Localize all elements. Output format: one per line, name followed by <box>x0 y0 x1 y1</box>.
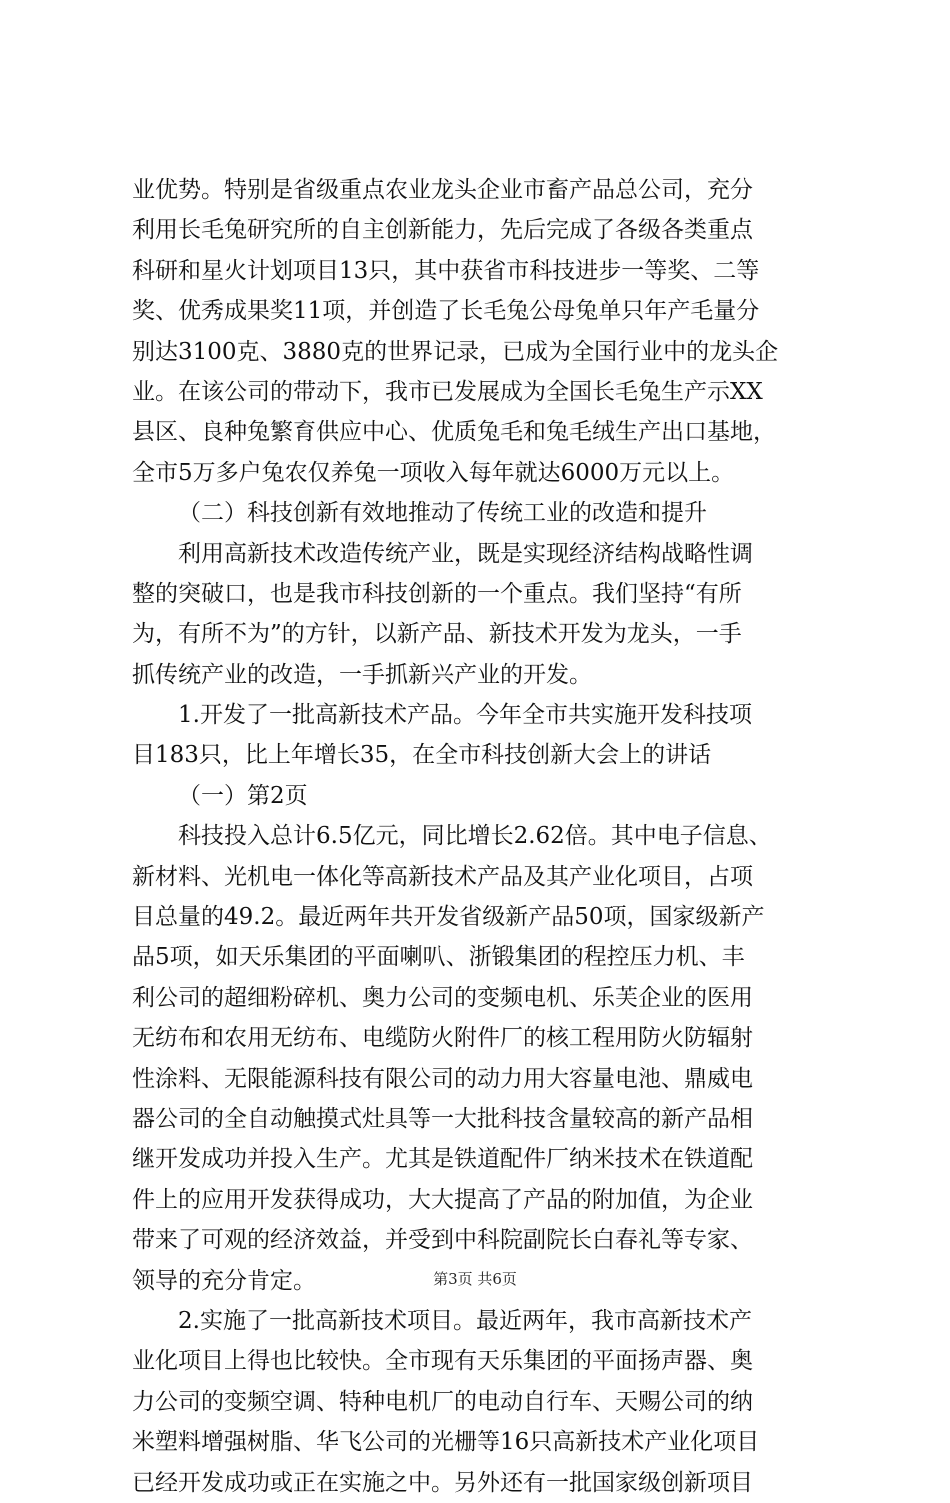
text-line: 新材料、光机电一体化等高新技术产品及其产业化项目，占项 <box>132 863 753 890</box>
text-line: 利公司的超细粉碎机、奥力公司的变频电机、乐芙企业的医用 <box>132 984 753 1011</box>
page-reference-line: （一）第2页 <box>178 782 308 809</box>
text-line: 全市5万多户兔农仅养兔一项收入每年就达6000万元以上。 <box>132 459 735 486</box>
page-footer: 第3页 共6页 <box>433 1270 517 1288</box>
text-line: 已经开发成功或正在实施之中。另外还有一批国家级创新项目 <box>132 1469 753 1496</box>
text-line: 无纺布和农用无纺布、电缆防火附件厂的核工程用防火防辐射 <box>132 1025 753 1052</box>
text-line: 科技投入总计6.5亿元，同比增长2.62倍。其中电子信息、 <box>178 823 772 850</box>
text-line: 抓传统产业的改造，一手抓新兴产业的开发。 <box>132 661 592 688</box>
text-line: 器公司的全自动触摸式灶具等一大批科技含量较高的新产品相 <box>132 1105 753 1132</box>
text-line: 为，有所不为”的方针，以新产品、新技术开发为龙头，一手 <box>132 621 742 648</box>
text-line: 件上的应用开发获得成功，大大提高了产品的附加值，为企业 <box>132 1186 753 1213</box>
text-line: 业优势。特别是省级重点农业龙头企业市畜产品总公司，充分 <box>132 177 753 203</box>
text-line: 力公司的变频空调、特种电机厂的电动自行车、天赐公司的纳 <box>132 1388 753 1415</box>
text-line: 业化项目上得也比较快。全市现有天乐集团的平面扬声器、奥 <box>132 1348 753 1375</box>
text-line: 利用高新技术改造传统产业，既是实现经济结构战略性调 <box>178 540 753 567</box>
text-line: 县区、良种兔繁育供应中心、优质兔毛和兔毛绒生产出口基地， <box>132 419 776 446</box>
text-line: 2.实施了一批高新技术项目。最近两年，我市高新技术产 <box>178 1307 752 1334</box>
text-line: 品5项，如天乐集团的平面喇叭、浙锻集团的程控压力机、丰 <box>132 944 745 971</box>
text-line: 奖、优秀成果奖11项，并创造了长毛兔公母兔单只年产毛量分 <box>132 298 760 325</box>
body-text <box>132 170 824 1503</box>
text-line: 别达3100克、3880克的世界记录，已成为全国行业中的龙头企 <box>132 338 779 365</box>
text-line: 科研和星火计划项目13只，其中获省市科技进步一等奖、二等 <box>132 257 760 284</box>
text-line: 继开发成功并投入生产。尤其是铁道配件厂纳米技术在铁道配 <box>132 1146 753 1173</box>
text-line: 带来了可观的经济效益，并受到中科院副院长白春礼等专家、 <box>132 1227 753 1254</box>
text-line: 目总量的49.2。最近两年共开发省级新产品50项，国家级新产 <box>132 904 765 931</box>
section-heading: （二）科技创新有效地推动了传统工业的改造和提升 <box>178 500 707 527</box>
text-line: 领导的充分肯定。 <box>132 1267 316 1294</box>
text-line: 米塑料增强树脂、华飞公司的光栅等16只高新技术产业化项目 <box>132 1429 760 1456</box>
text-line: 性涂料、无限能源科技有限公司的动力用大容量电池、鼎威电 <box>132 1065 753 1092</box>
text-line: 1.开发了一批高新技术产品。今年全市共实施开发科技项 <box>178 702 752 729</box>
text-line: 业。在该公司的带动下，我市已发展成为全国长毛兔生产示XX <box>132 378 763 405</box>
text-line: 目183只，比上年增长35，在全市科技创新大会上的讲话 <box>132 742 712 769</box>
text-line: 利用长毛兔研究所的自主创新能力，先后完成了各级各类重点 <box>132 217 753 244</box>
text-line: 整的突破口，也是我市科技创新的一个重点。我们坚持“有所 <box>132 580 742 607</box>
